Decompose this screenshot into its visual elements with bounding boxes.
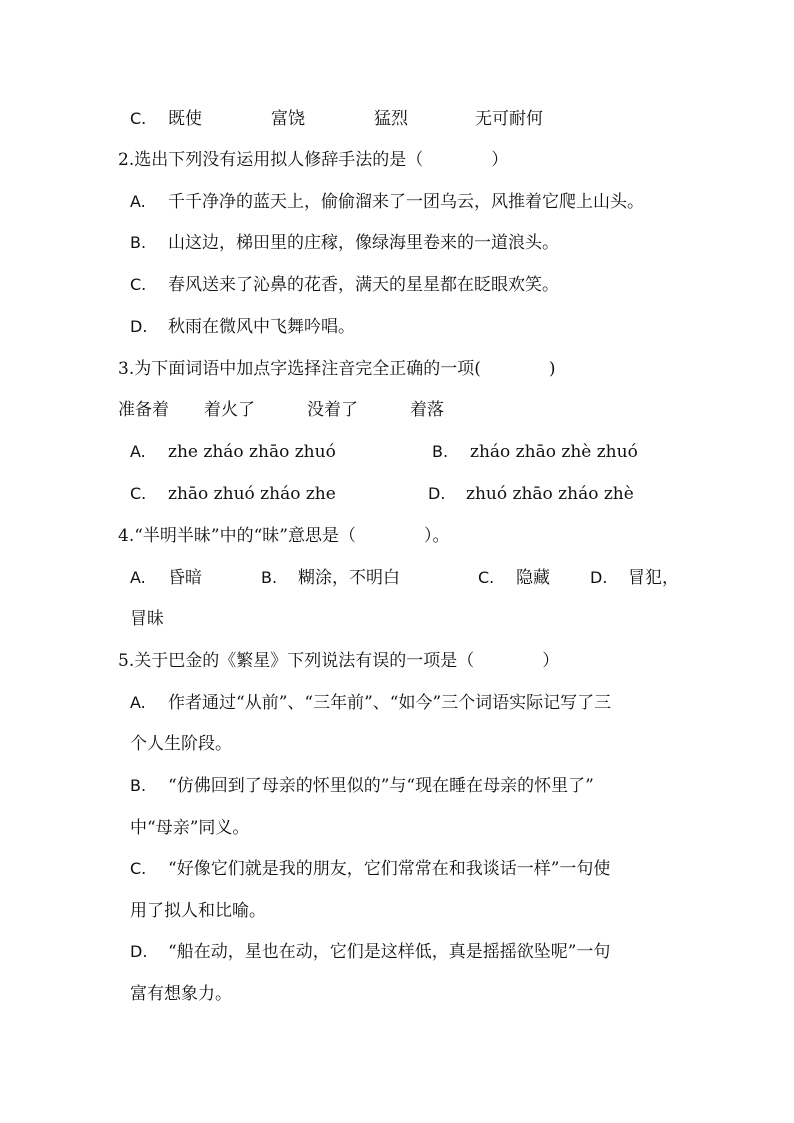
option-text-wrap: 个人生阶段。 xyxy=(130,734,232,754)
option-letter: C. xyxy=(130,275,147,294)
option-text-wrap: 中“母亲”同义。 xyxy=(130,818,250,838)
question-stem: 2.选出下列没有运用拟人修辞手法的是（ ） xyxy=(118,150,509,170)
option-text: zhe zháo zhāo zhuó xyxy=(168,442,336,462)
option-text: “船在动，星也在动，它们是这样低，真是摇摇欲坠呢”一句 xyxy=(168,942,611,962)
q1-word-3: 猛烈 xyxy=(374,109,408,129)
option-letter: A. xyxy=(130,442,146,461)
option-letter: D. xyxy=(130,317,148,336)
option-text-wrap: 富有想象力。 xyxy=(130,984,232,1004)
option-text: 春风送来了沁鼻的花香，满天的星星都在眨眼欢笑。 xyxy=(168,275,559,295)
option-letter: B. xyxy=(130,776,147,795)
option-letter: C. xyxy=(130,109,147,128)
option-text: 山这边，梯田里的庄稼，像绿海里卷来的一道浪头。 xyxy=(168,233,559,253)
option-text: zhāo zhuó zháo zhe xyxy=(168,484,336,504)
q3-word-1: 准备着 xyxy=(118,400,169,420)
option-letter: D. xyxy=(130,942,148,961)
q3-word-2: 着火了 xyxy=(204,400,255,420)
option-text: 作者通过“从前”、“三年前”、“如今”三个词语实际记写了三 xyxy=(168,693,612,713)
option-letter: A. xyxy=(130,568,146,587)
option-text-wrap: 用了拟人和比喻。 xyxy=(130,901,266,921)
option-letter: A. xyxy=(130,192,146,211)
option-text: 昏暗 xyxy=(168,568,202,588)
option-letter: B. xyxy=(261,568,278,587)
q3-word-3: 没着了 xyxy=(307,400,358,420)
option-text: 冒犯， xyxy=(628,568,679,588)
q1-word-4: 无可耐何 xyxy=(475,109,543,129)
option-text: zháo zhāo zhè zhuó xyxy=(470,442,638,462)
option-letter: C. xyxy=(130,859,147,878)
option-text: zhuó zhāo zháo zhè xyxy=(466,484,634,504)
q1-word-2: 富饶 xyxy=(271,109,305,129)
option-letter: C. xyxy=(478,568,495,587)
q1-word-1: 既使 xyxy=(168,109,202,129)
question-stem: 4.“半明半昧”中的“昧”意思是（ ）。 xyxy=(118,526,450,546)
question-stem: 3.为下面词语中加点字选择注音完全正确的一项( ) xyxy=(118,359,556,379)
option-letter: B. xyxy=(130,233,147,252)
question-stem: 5.关于巴金的《繁星》下列说法有误的一项是（ ） xyxy=(118,651,560,671)
option-letter: A. xyxy=(130,693,146,712)
option-letter: D. xyxy=(428,484,446,503)
q3-word-4: 着落 xyxy=(410,400,444,420)
option-letter: C. xyxy=(130,484,147,503)
option-text: 糊涂，不明白 xyxy=(298,568,400,588)
option-text: “仿佛回到了母亲的怀里似的”与“现在睡在母亲的怀里了” xyxy=(168,776,594,796)
option-text: 千千净净的蓝天上，偷偷溜来了一团乌云，风推着它爬上山头。 xyxy=(168,192,644,212)
option-letter: D. xyxy=(590,568,608,587)
option-text: 隐藏 xyxy=(516,568,550,588)
option-wrap-text: 冒昧 xyxy=(130,609,164,629)
option-text: “好像它们就是我的朋友，它们常常在和我谈话一样”一句使 xyxy=(168,859,611,879)
option-text: 秋雨在微风中飞舞吟唱。 xyxy=(168,317,355,337)
option-letter: B. xyxy=(432,442,449,461)
